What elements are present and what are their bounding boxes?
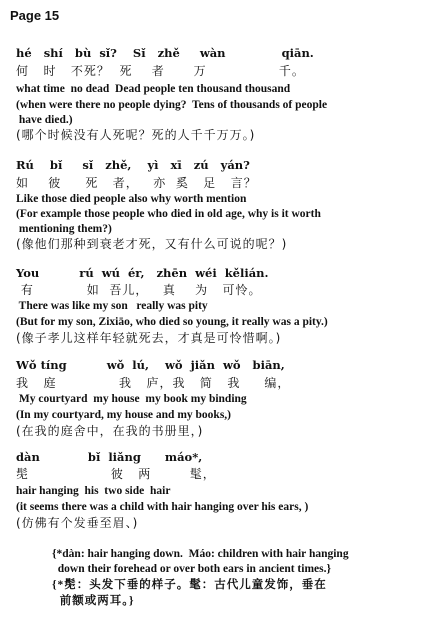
footnote-chinese-line: 前额或两耳。} bbox=[52, 595, 135, 607]
chinese-translation-line: (像他们那种到衰老才死，又有什么可说的呢？) bbox=[16, 237, 288, 251]
footnote-chinese-line: {*髧：头发下垂的样子。髦：古代儿童发饰，垂在 bbox=[52, 579, 327, 591]
english-note-line: (For example those people who died in old age, why is it worth bbox=[16, 208, 321, 220]
gloss-line: Like those died people also why worth mention bbox=[16, 193, 247, 205]
pinyin-line: dàn bǐ liǎng máo*, bbox=[16, 450, 203, 464]
gloss-line: hair hanging his two side hair bbox=[16, 485, 171, 497]
gloss-line: My courtyard my house my book my binding bbox=[16, 393, 247, 405]
english-note-line: (it seems there was a child with hair hanging over his ears, ) bbox=[16, 501, 309, 513]
pinyin-line: Rú bǐ sǐ zhě, yì xī zú yán? bbox=[16, 158, 250, 172]
page-number: Page 15 bbox=[10, 8, 60, 23]
english-note-line: (But for my son, Zixiāo, who died so young, it really was a pity.) bbox=[16, 316, 328, 328]
gloss-line: There was like my son really was pity bbox=[16, 300, 208, 312]
chinese-translation-line: (哪个时候没有人死呢？死的人千千万万。) bbox=[16, 128, 256, 142]
pinyin-line: You rú wú ér, zhēn wéi kělián. bbox=[16, 266, 269, 280]
pinyin-line: hé shí bù sǐ? Sǐ zhě wàn qiān. bbox=[16, 46, 314, 60]
hanzi-line: 我 庭 我 庐，我 简 我 编， bbox=[16, 376, 291, 390]
hanzi-line: 髧 彼 两 髦， bbox=[16, 467, 216, 481]
hanzi-line: 如 彼 死 者， 亦 奚 足 言？ bbox=[16, 176, 257, 190]
footnote-english-line: {*dàn: hair hanging down. Máo: children with hair hanging bbox=[52, 548, 349, 560]
english-note-line: have died.) bbox=[16, 114, 73, 126]
gloss-line: what time no dead Dead people ten thousand thousand bbox=[16, 83, 291, 95]
hanzi-line: 有 如 吾儿， 真 为 可怜。 bbox=[16, 283, 262, 297]
chinese-translation-line: (像子孝儿这样年轻就死去，才真是可怜惜啊。) bbox=[16, 331, 282, 345]
english-note-line: (In my courtyard, my house and my books,) bbox=[16, 409, 232, 421]
chinese-translation-line: (在我的庭舍中，在我的书册里，) bbox=[16, 424, 204, 438]
pinyin-line: Wǒ tíng wǒ lú, wǒ jiǎn wǒ biān, bbox=[16, 358, 285, 372]
english-note-line: mentioning them?) bbox=[16, 223, 112, 235]
hanzi-line: 何 时 不死？ 死 者 万 千。 bbox=[16, 64, 305, 78]
english-note-line: (when were there no people dying? Tens of thousands of people bbox=[16, 99, 328, 111]
chinese-translation-line: (仿佛有个发垂至眉、) bbox=[16, 516, 139, 530]
footnote-english-line: down their forehead or over both ears in ancient times.} bbox=[52, 563, 332, 575]
